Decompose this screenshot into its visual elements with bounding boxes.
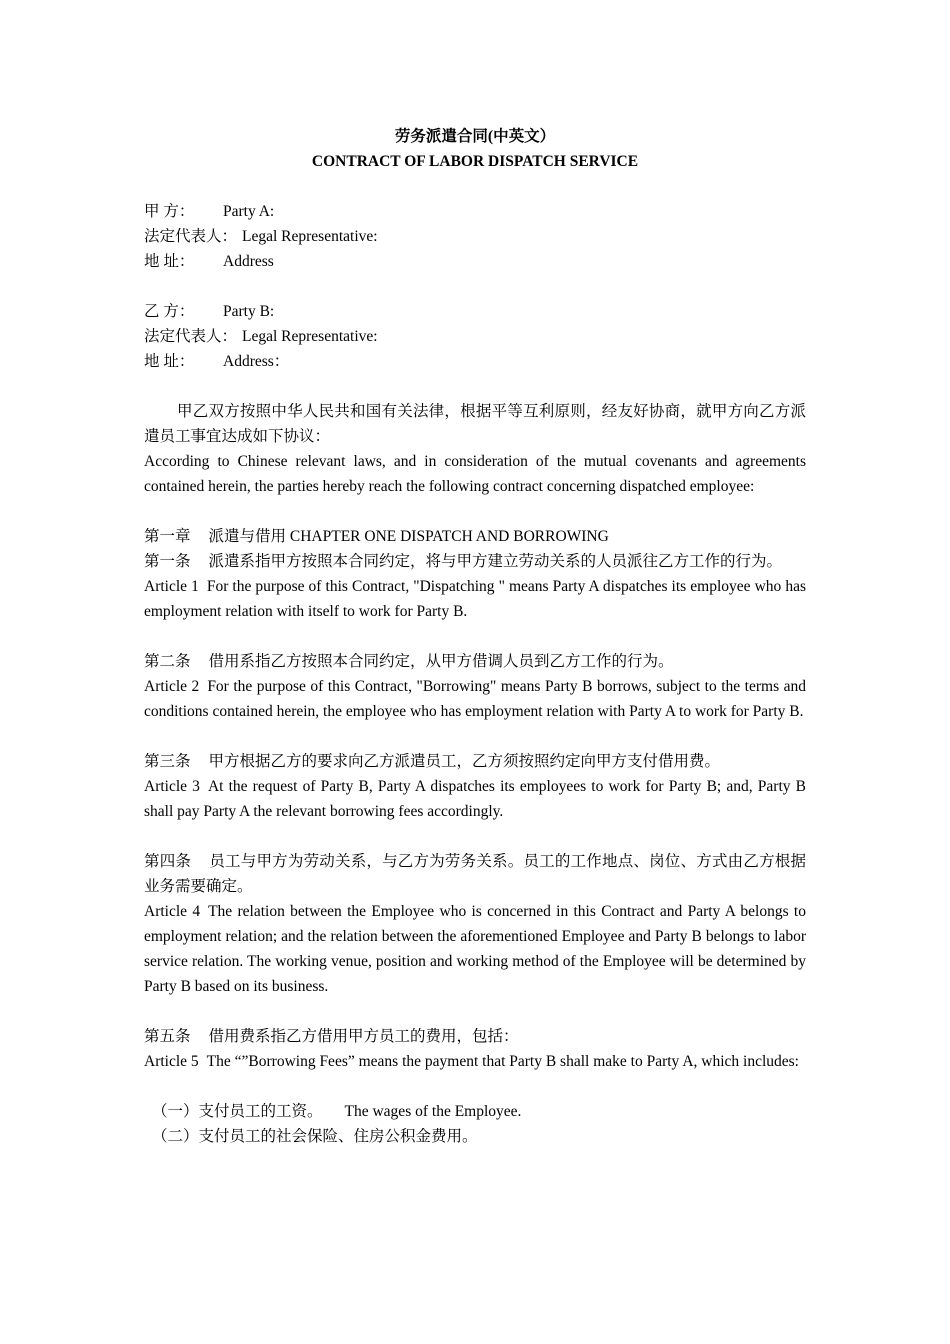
spacer (144, 724, 806, 749)
party-b-address-en: Address： (223, 353, 290, 370)
list-item (144, 1124, 806, 1149)
article-1-number-en: Article 1 (144, 578, 199, 595)
spacer (144, 374, 806, 399)
party-b-rep-en: Legal Representative: (242, 328, 378, 345)
article-1-text-en: For the purpose of this Contract, "Dispatching " means Party A dispatches its employee who has employment relation with itself to work for Party B. (144, 578, 806, 620)
article-5-text-cn: 借用费系指乙方借用甲方员工的费用，包括： (208, 1028, 519, 1045)
article-1-number-cn: 第一条 (144, 553, 191, 570)
spacer (144, 274, 806, 299)
party-a-address-en: Address (223, 253, 274, 270)
party-b-rep-cn: 法定代表人： (144, 328, 238, 345)
article-2-english (144, 674, 806, 724)
party-b-label-cn: 乙 方： (144, 303, 195, 320)
article-1-chinese (144, 549, 806, 574)
chapter-heading (144, 524, 806, 549)
article-4-text-en: The relation between the Employee who is concerned in this Contract and Party A belongs to employment relation; and the relation between the aforementioned Employee and Party B belongs to labor service relation. The working venue, position and working method of the Employee will be determined by Party B based on its business. (144, 903, 806, 995)
article-3-text-cn: 甲方根据乙方的要求向乙方派遣员工，乙方须按照约定向甲方支付借用费。 (208, 753, 721, 770)
article-1-english (144, 574, 806, 624)
article-4-english (144, 899, 806, 999)
article-1-text-cn: 派遣系指甲方按照本合同约定，将与甲方建立劳动关系的人员派往乙方工作的行为。 (208, 553, 783, 570)
article-2-number-cn: 第二条 (144, 653, 191, 670)
article-3-english (144, 774, 806, 824)
spacer (144, 174, 806, 199)
article-5-text-en: The “”Borrowing Fees” means the payment that Party B shall make to Party A, which includes: (206, 1053, 799, 1070)
party-a-label-cn: 甲 方： (144, 203, 195, 220)
article-4-chinese (144, 849, 806, 899)
title-english: CONTRACT OF LABOR DISPATCH SERVICE (311, 153, 639, 170)
chapter-title: 派遣与借用 CHAPTER ONE DISPATCH AND BORROWING (208, 528, 609, 545)
chapter-number: 第一章 (144, 528, 191, 545)
title-chinese: 劳务派遣合同(中英文） (394, 128, 556, 145)
spacer (144, 624, 806, 649)
article-2-text-cn: 借用系指乙方按照本合同约定，从甲方借调人员到乙方工作的行为。 (208, 653, 674, 670)
document-page (144, 124, 806, 1149)
article-3-text-en: At the request of Party B, Party A dispatches its employees to work for Party B; and, Party B shall pay Party A the relevant borrowing fees accordingly. (144, 778, 806, 820)
party-b-rep-line (144, 324, 806, 349)
article-3-number-cn: 第三条 (144, 753, 191, 770)
party-b-address-cn: 地 址： (144, 353, 195, 370)
item-1-cn: （一）支付员工的工资。 (152, 1103, 323, 1120)
party-b-label-en: Party B: (223, 303, 275, 320)
article-2-chinese (144, 649, 806, 674)
article-2-number-en: Article 2 (144, 678, 200, 695)
item-1-en: The wages of the Employee. (344, 1103, 522, 1120)
article-4-number-cn: 第四条 (144, 853, 192, 870)
article-5-chinese (144, 1024, 806, 1049)
article-5-number-cn: 第五条 (144, 1028, 191, 1045)
article-5-number-en: Article 5 (144, 1053, 199, 1070)
party-a-rep-line (144, 224, 806, 249)
item-2-cn: （二）支付员工的社会保险、住房公积金费用。 (152, 1128, 478, 1145)
party-a-rep-en: Legal Representative: (242, 228, 378, 245)
article-4-number-en: Article 4 (144, 903, 201, 920)
article-2-text-en: For the purpose of this Contract, "Borrowing" means Party B borrows, subject to the terms and conditions contained herein, the employee who has employment relation with Party A to work for Party B. (144, 678, 806, 720)
party-a-address-cn: 地 址： (144, 253, 195, 270)
article-3-chinese (144, 749, 806, 774)
preamble-chinese: 甲乙双方按照中华人民共和国有关法律，根据平等互利原则，经友好协商，就甲方向乙方派遣员工事宜达成如下协议： (144, 403, 806, 445)
article-4-text-cn: 员工与甲方为劳动关系，与乙方为劳务关系。员工的工作地点、岗位、方式由乙方根据业务需要确定。 (144, 853, 806, 895)
party-a-rep-cn: 法定代表人： (144, 228, 238, 245)
party-b-line (144, 299, 806, 324)
spacer (144, 1074, 806, 1099)
list-item (144, 1099, 806, 1124)
preamble-english: According to Chinese relevant laws, and in consideration of the mutual covenants and agreements contained herein, the parties hereby reach the following contract concerning dispatched employee: (144, 453, 806, 495)
party-a-address-line (144, 249, 806, 274)
party-a-line (144, 199, 806, 224)
party-a-label-en: Party A: (223, 203, 275, 220)
article-5-english (144, 1049, 806, 1074)
party-b-address-line (144, 349, 806, 374)
article-3-number-en: Article 3 (144, 778, 200, 795)
spacer (144, 999, 806, 1024)
spacer (144, 824, 806, 849)
spacer (144, 499, 806, 524)
